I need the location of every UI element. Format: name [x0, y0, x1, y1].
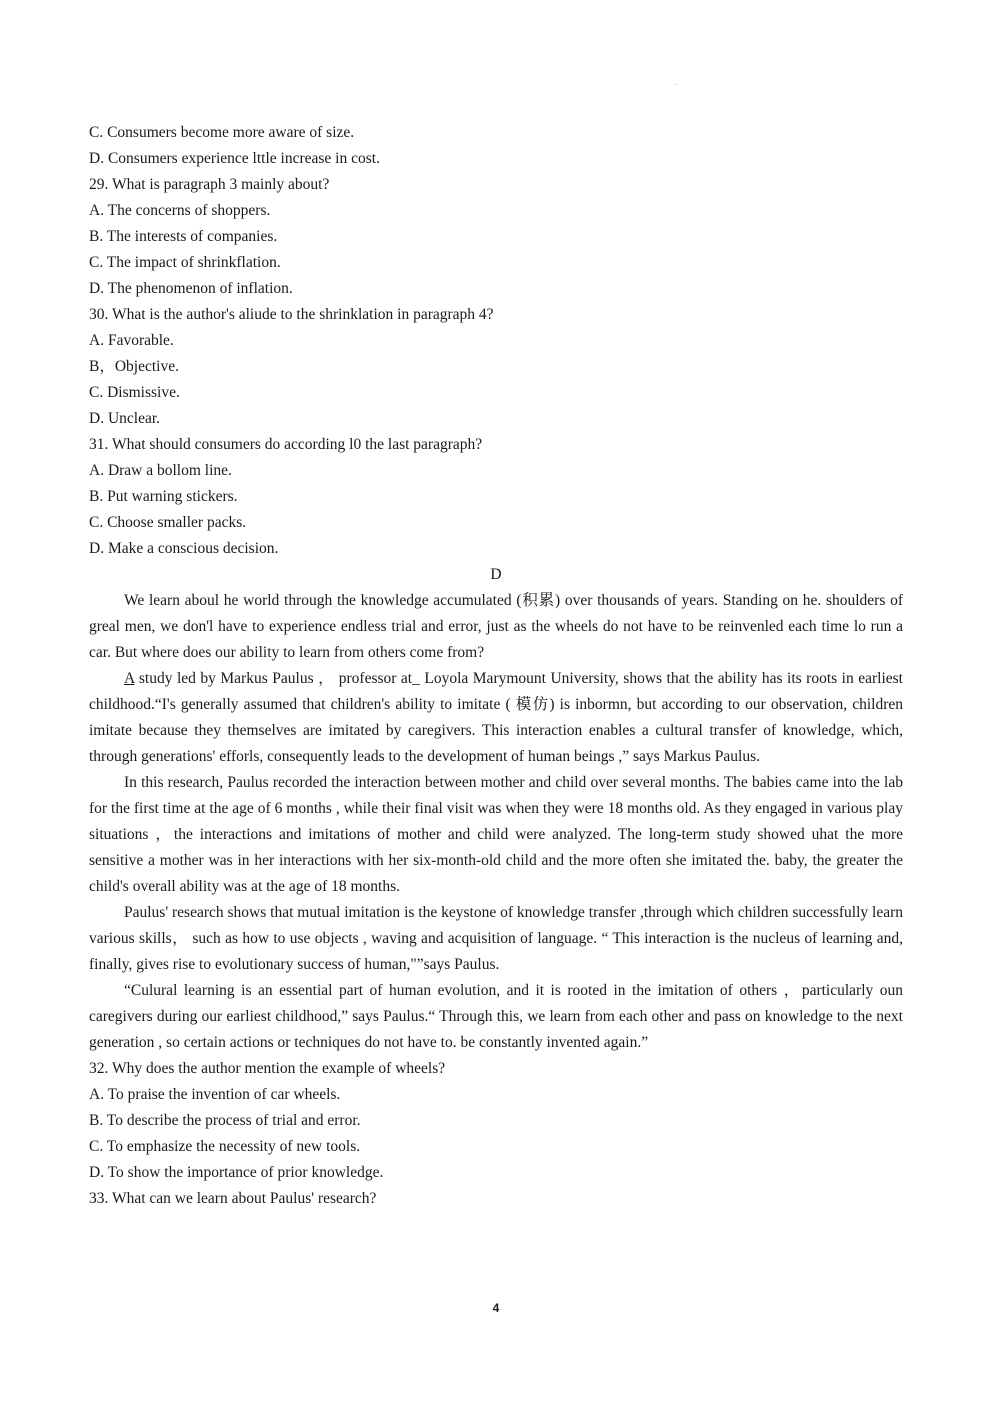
q31-option-c: C. Choose smaller packs. — [89, 514, 247, 531]
passage-paragraph-4: Paulus' research shows that mutual imitation is the keystone of knowledge transfer ,through which children successfully learn various skills， such as how to use objects , waving and acquisition of language. “ This interaction is the nucleus of learning and, finally, gives rise to evolutionary success of human,"”says Paulus. — [89, 904, 903, 973]
passage-paragraph-5: “Culural learning is an essential part of human evolution, and it is rooted in the imitation of others ，particularly oun caregivers during our earliest childhood,” says Paulus.“ Through this, we learn from each other and pass on knowledge to the next generation , so certain actions or techniques do not have to. be constantly invented again.” — [89, 982, 903, 1051]
q30-option-d: D. Unclear. — [89, 410, 161, 427]
document-page — [89, 120, 903, 1212]
q33-stem: 33. What can we learn about Paulus' research? — [89, 1190, 377, 1207]
q30-option-c: C. Dismissive. — [89, 384, 180, 401]
q30-option-a: A. Favorable. — [89, 332, 174, 349]
q32-option-d: D. To show the importance of prior knowledge. — [89, 1164, 384, 1181]
question-32 — [89, 1056, 903, 1186]
q29-option-b: B. The interests of companies. — [89, 228, 278, 245]
q32-option-a: A. To praise the invention of car wheels. — [89, 1086, 341, 1103]
question-29 — [89, 172, 903, 302]
q31-stem: 31. What should consumers do according l0 the last paragraph? — [89, 436, 483, 453]
q29-option-a: A. The concerns of shoppers. — [89, 202, 271, 219]
question-33 — [89, 1186, 903, 1212]
page-number: 4 — [492, 1301, 500, 1315]
passage-paragraph-1: We learn aboul he world through the knowledge accumulated (积累) over thousands of years. Standing on he. shoulders of greal men, we don'l have to experience endless trial and error, just as the wheels do not have to be reinvenled each time lo run a car. But where does our ability to learn from others come from? — [89, 592, 903, 661]
q29-stem: 29. What is paragraph 3 mainly about? — [89, 176, 330, 193]
q29-option-d: D. The phenomenon of inflation. — [89, 280, 293, 297]
q32-stem: 32. Why does the author mention the example of wheels? — [89, 1060, 446, 1077]
passage-paragraph-3: In this research, Paulus recorded the interaction between mother and child over several months. The babies came into the lab for the first time at the age of 6 months , while their final visit was when they were 18 months old. As they engaged in various play situations ，the interactions and imitations of mother and child were analyzed. The long-term study showed uhat the more sensitive a mother was in her interactions with her six-month-old child and the more often she imitated the. baby, the greater the child's overall ability was at the age of 18 months. — [89, 774, 903, 895]
question-31 — [89, 432, 903, 562]
q31-option-d: D. Make a conscious decision. — [89, 540, 279, 557]
reading-passage-d — [89, 562, 903, 1056]
q30-stem: 30. What is the author's aliude to the shrinklation in paragraph 4? — [89, 306, 494, 323]
question-30 — [89, 302, 903, 432]
q31-option-b: B. Put warning stickers. — [89, 488, 238, 505]
q28-option-d: D. Consumers experience lttle increase in cost. — [89, 150, 380, 167]
blank-marker: A — [124, 670, 135, 687]
q29-option-c: C. The impact of shrinkflation. — [89, 254, 281, 271]
passage-paragraph-2-text: study led by Markus Paulus ， professor at_ Loyola Marymount University, shows that the ability has its roots in earliest childhood.“I's generally assumed that children's ability to imitate ( 模仿) is inbormn, but according to our observation, children imitate because they themselves are imitated by caregivers. This interaction enables a cultural transfer of knowledge, which, through generations' efforls, consequently leads to the development of human beings ,” says Markus Paulus. — [89, 670, 903, 765]
q30-option-b: B，Objective. — [89, 358, 179, 375]
passage-paragraph-2 — [89, 666, 903, 770]
q32-option-c: C. To emphasize the necessity of new tools. — [89, 1138, 361, 1155]
q32-option-b: B. To describe the process of trial and error. — [89, 1112, 361, 1129]
top-mark: . — [675, 78, 677, 87]
q28-option-c: C. Consumers become more aware of size. — [89, 124, 355, 141]
q31-option-a: A. Draw a bollom line. — [89, 462, 232, 479]
section-heading: D — [490, 566, 502, 583]
